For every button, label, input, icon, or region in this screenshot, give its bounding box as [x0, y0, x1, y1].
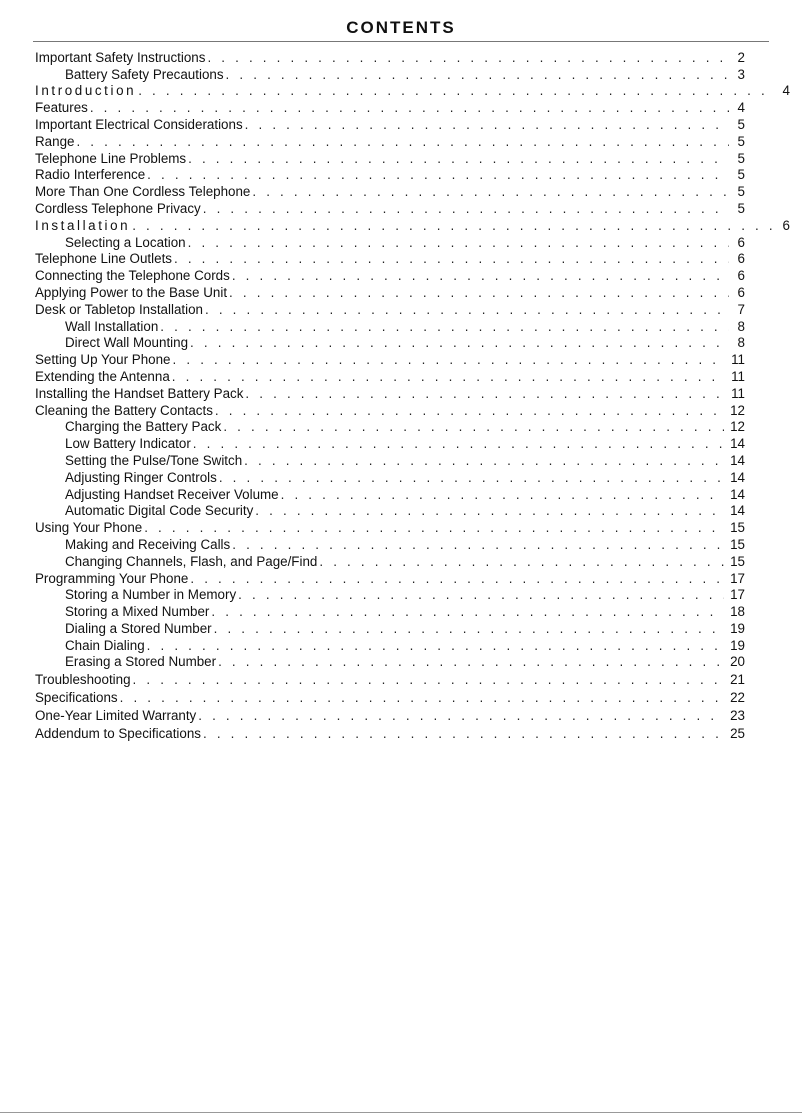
dot-leader: [198, 708, 724, 724]
dot-leader: [174, 251, 729, 267]
toc-entry[interactable]: [35, 402, 745, 419]
dot-leader: [281, 487, 724, 503]
dot-leader: [193, 436, 724, 452]
toc-entry[interactable]: [35, 301, 745, 318]
toc-subentry[interactable]: [35, 503, 745, 520]
toc-entry[interactable]: [35, 183, 745, 200]
toc-entry[interactable]: [35, 368, 745, 385]
dot-leader: [147, 638, 724, 654]
dot-leader: [90, 100, 729, 116]
toc-subentry[interactable]: [35, 66, 745, 83]
dot-leader: [229, 285, 729, 301]
toc-page-number: 5: [737, 167, 745, 183]
dot-leader: [252, 184, 729, 200]
toc-page-number: 23: [730, 708, 745, 724]
toc-page-number: 5: [737, 116, 745, 132]
toc-subentry[interactable]: [35, 620, 745, 637]
toc-page-number: 12: [730, 419, 745, 435]
dot-leader: [207, 50, 729, 66]
dot-leader: [190, 571, 724, 587]
toc-entry[interactable]: [35, 251, 745, 268]
toc-subentry[interactable]: [35, 637, 745, 654]
toc-page-number: 6: [737, 268, 745, 284]
title-divider: [33, 41, 769, 42]
toc-entry-label: Cordless Telephone Privacy: [35, 200, 201, 216]
toc-entry-label: Applying Power to the Base Unit: [35, 284, 228, 300]
dot-leader: [160, 319, 729, 335]
toc-entry[interactable]: [35, 150, 745, 167]
toc-page-number: 14: [730, 503, 745, 519]
dot-leader: [138, 83, 774, 99]
toc-entry[interactable]: [35, 519, 745, 536]
toc-entry-label: Telephone Line Outlets: [35, 251, 172, 267]
toc-entry-label: Changing Channels, Flash, and Page/Find: [65, 553, 318, 569]
toc-subentry[interactable]: [35, 486, 745, 503]
toc-page-number: 11: [731, 352, 745, 368]
dot-leader: [147, 167, 729, 183]
toc-page-number: 12: [730, 402, 745, 418]
toc-entry[interactable]: [35, 133, 745, 150]
toc-entry-label: Battery Safety Precautions: [65, 66, 224, 82]
toc-entry[interactable]: [35, 217, 790, 234]
toc-page-number: 25: [730, 726, 745, 742]
toc-page-number: 5: [737, 150, 745, 166]
toc-subentry[interactable]: [35, 654, 745, 671]
toc-entry[interactable]: [35, 167, 745, 184]
toc-page-number: 19: [730, 637, 745, 653]
toc-page-number: 22: [730, 690, 745, 706]
toc-subentry[interactable]: [35, 419, 745, 436]
toc-entry-label: Cleaning the Battery Contacts: [35, 402, 213, 418]
toc-entry-label: One-Year Limited Warranty: [35, 708, 197, 724]
toc-page-number: 14: [730, 486, 745, 502]
toc-page-number: 4: [782, 83, 790, 99]
toc-entry-label: More Than One Cordless Telephone: [35, 184, 251, 200]
toc-subentry[interactable]: [35, 553, 745, 570]
toc-entry-label: Radio Interference: [35, 167, 146, 183]
toc-page-number: 21: [730, 672, 745, 688]
toc-entry-label: Adjusting Handset Receiver Volume: [65, 486, 279, 502]
dot-leader: [203, 201, 729, 217]
toc-page-number: 11: [731, 368, 745, 384]
toc-page-number: 17: [730, 587, 745, 603]
dot-leader: [215, 403, 724, 419]
toc-page-number: 11: [731, 385, 745, 401]
toc-page-number: 3: [737, 66, 745, 82]
toc-entry-label: Setting Up Your Phone: [35, 352, 171, 368]
toc-entry[interactable]: [35, 116, 745, 133]
toc-entry-label: Introduction: [35, 83, 137, 99]
toc-entry-label: Extending the Antenna: [35, 368, 170, 384]
toc-subentry[interactable]: [35, 435, 745, 452]
toc-entry-label: Automatic Digital Code Security: [65, 503, 254, 519]
toc-entry[interactable]: [35, 284, 745, 301]
toc-entry-label: Addendum to Specifications: [35, 726, 201, 742]
toc-entry[interactable]: [35, 99, 745, 116]
toc-page-number: 17: [730, 570, 745, 586]
dot-leader: [211, 604, 724, 620]
toc-entry-label: Low Battery Indicator: [65, 436, 191, 452]
toc-entry-label: Adjusting Ringer Controls: [65, 469, 217, 485]
toc-page-number: 19: [730, 620, 745, 636]
dot-leader: [133, 672, 725, 688]
toc-entry-label: Charging the Battery Pack: [65, 419, 222, 435]
toc-page-number: 14: [730, 469, 745, 485]
dot-leader: [255, 503, 724, 519]
dot-leader: [190, 335, 729, 351]
toc-entry[interactable]: [35, 570, 745, 587]
toc-entry-label: Range: [35, 133, 75, 149]
toc-page-number: 15: [730, 553, 745, 569]
toc-page-number: 4: [737, 100, 745, 116]
toc-entry[interactable]: [35, 83, 790, 100]
toc-entry-label: Features: [35, 100, 88, 116]
toc-entry[interactable]: [35, 49, 745, 66]
table-of-contents: [35, 49, 790, 742]
toc-page-number: 6: [737, 284, 745, 300]
toc-subentry[interactable]: [35, 452, 745, 469]
toc-entry[interactable]: [35, 690, 745, 707]
toc-entry-label: Connecting the Telephone Cords: [35, 268, 230, 284]
toc-page-number: 15: [730, 536, 745, 552]
dot-leader: [245, 386, 725, 402]
toc-entry-label: Installation: [35, 217, 131, 233]
toc-entry-label: Setting the Pulse/Tone Switch: [65, 452, 243, 468]
dot-leader: [120, 690, 724, 706]
dot-leader: [245, 117, 729, 133]
toc-subentry[interactable]: [35, 536, 745, 553]
toc-entry[interactable]: [35, 200, 745, 217]
dot-leader: [205, 302, 729, 318]
toc-subentry[interactable]: [35, 469, 745, 486]
toc-entry-label: Selecting a Location: [65, 234, 186, 250]
toc-entry-label: Desk or Tabletop Installation: [35, 301, 203, 317]
dot-leader: [232, 537, 724, 553]
page-bottom-divider: [0, 1112, 802, 1113]
dot-leader: [219, 470, 724, 486]
dot-leader: [172, 369, 725, 385]
toc-subentry[interactable]: [35, 587, 745, 604]
toc-page-number: 6: [737, 251, 745, 267]
dot-leader: [188, 151, 729, 167]
toc-page-number: 8: [737, 335, 745, 351]
dot-leader: [173, 352, 726, 368]
toc-page-number: 15: [730, 520, 745, 536]
toc-entry[interactable]: [35, 726, 745, 743]
toc-entry[interactable]: [35, 672, 745, 689]
toc-entry[interactable]: [35, 351, 745, 368]
dot-leader: [226, 67, 729, 83]
toc-entry-label: Telephone Line Problems: [35, 150, 187, 166]
toc-entry-label: Using Your Phone: [35, 520, 143, 536]
toc-entry-label: Erasing a Stored Number: [65, 654, 217, 670]
toc-page-number: 14: [730, 436, 745, 452]
toc-page-number: 20: [730, 654, 745, 670]
toc-entry-label: Storing a Mixed Number: [65, 604, 210, 620]
toc-entry-label: Specifications: [35, 690, 118, 706]
dot-leader: [188, 235, 729, 251]
toc-entry-label: Troubleshooting: [35, 672, 131, 688]
toc-page-number: 6: [782, 217, 790, 233]
toc-entry-label: Direct Wall Mounting: [65, 335, 189, 351]
toc-subentry[interactable]: [35, 603, 745, 620]
toc-entry[interactable]: [35, 708, 745, 725]
toc-subentry[interactable]: [35, 335, 745, 352]
toc-subentry[interactable]: [35, 234, 745, 251]
toc-page-number: 8: [737, 318, 745, 334]
toc-entry[interactable]: [35, 385, 745, 402]
dot-leader: [238, 587, 724, 603]
toc-entry[interactable]: [35, 267, 745, 284]
dot-leader: [223, 419, 724, 435]
toc-page-number: 5: [737, 133, 745, 149]
dot-leader: [244, 453, 724, 469]
toc-entry-label: Chain Dialing: [65, 637, 145, 653]
toc-page-number: 6: [737, 234, 745, 250]
toc-entry-label: Important Safety Instructions: [35, 49, 206, 65]
toc-page-number: 18: [730, 604, 745, 620]
toc-page-number: 2: [737, 49, 745, 65]
toc-page-number: 14: [730, 452, 745, 468]
toc-entry-label: Making and Receiving Calls: [65, 536, 231, 552]
toc-subentry[interactable]: [35, 318, 745, 335]
toc-entry-label: Important Electrical Considerations: [35, 116, 243, 132]
toc-entry-label: Programming Your Phone: [35, 570, 189, 586]
toc-entry-label: Installing the Handset Battery Pack: [35, 385, 244, 401]
toc-page-number: 7: [737, 301, 745, 317]
dot-leader: [76, 134, 729, 150]
dot-leader: [203, 726, 724, 742]
toc-entry-label: Wall Installation: [65, 318, 159, 334]
dot-leader: [232, 268, 729, 284]
toc-page-number: 5: [737, 184, 745, 200]
dot-leader: [319, 554, 724, 570]
toc-entry-label: Storing a Number in Memory: [65, 587, 237, 603]
page-title: CONTENTS: [346, 18, 456, 37]
dot-leader: [218, 654, 724, 670]
dot-leader: [214, 621, 724, 637]
toc-entry-label: Dialing a Stored Number: [65, 620, 212, 636]
dot-leader: [132, 218, 774, 234]
dot-leader: [144, 520, 724, 536]
toc-page-number: 5: [737, 200, 745, 216]
